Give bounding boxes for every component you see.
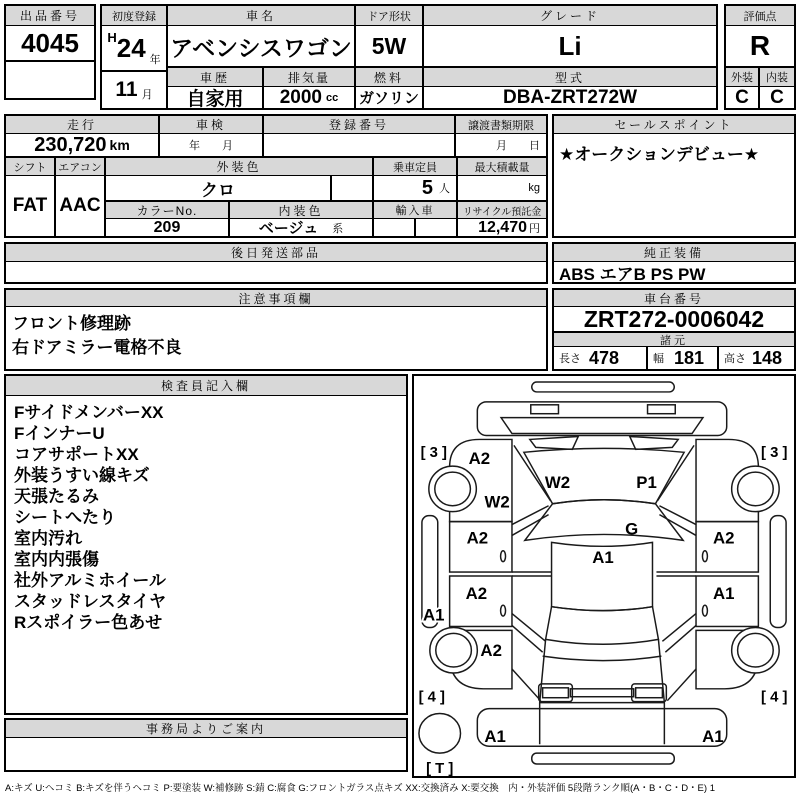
door-header: ドア形状 xyxy=(356,6,424,26)
wheel-rear-left xyxy=(430,627,478,673)
mark-door-front-right: A2 xyxy=(712,528,735,548)
spec-length-label: 長さ xyxy=(559,353,581,365)
sill-right xyxy=(770,516,786,628)
color-no-header: カラーNo. xyxy=(106,202,230,219)
equipment-value: ABS エアB PS PW xyxy=(559,264,706,282)
shift-value: FAT xyxy=(6,176,56,236)
displacement-value: 2000 cc xyxy=(264,87,356,108)
deadline-value: 月 日 xyxy=(456,134,546,158)
door-handle-fl xyxy=(501,551,506,562)
interior-header: 内装 xyxy=(760,68,794,87)
mark-tire-front-right: [ 3 ] xyxy=(761,445,788,462)
inspector-lines xyxy=(14,402,166,633)
inspector-line: スタッドレスタイヤ xyxy=(14,592,167,611)
rear-bumper xyxy=(477,709,726,747)
max-load-unit: kg xyxy=(528,182,540,194)
a-pillar-lines xyxy=(512,506,696,539)
displacement-unit: cc xyxy=(326,91,339,104)
specs-header: 諸元 xyxy=(554,333,794,347)
sales-point-value: ★オークションデビュー★ xyxy=(559,145,760,164)
inspector-line: 社外アルミホイール xyxy=(14,571,166,590)
spare-tire xyxy=(419,714,461,754)
door-value: 5W xyxy=(356,26,424,68)
reg-no-value xyxy=(264,134,456,158)
headlight-left xyxy=(531,405,559,414)
inspector-line: 室内汚れ xyxy=(14,529,82,548)
mark-hood-left: W2 xyxy=(544,472,571,492)
spec-width-label: 幅 xyxy=(653,353,664,365)
details-box xyxy=(4,114,548,238)
recycle-header: リサイクル預託金 xyxy=(458,202,546,219)
lot-number-value: 4045 xyxy=(6,26,94,62)
recycle-unit: 円 xyxy=(529,222,540,235)
reg-no-header: 登録番号 xyxy=(264,116,456,134)
front-clip xyxy=(477,402,726,436)
notes-lines xyxy=(12,312,182,360)
inspector-line: 天張たるみ xyxy=(14,487,99,506)
era-letter: H xyxy=(107,30,117,45)
grade-header: グレード xyxy=(424,6,716,26)
car-name-value: アベンシスワゴン xyxy=(168,26,356,68)
sales-point-header: セールスポイント xyxy=(554,116,794,134)
fuel-value: ガソリン xyxy=(356,87,424,108)
first-reg-year xyxy=(102,26,168,72)
parts-header: 後日発送部品 xyxy=(6,244,546,262)
recycle-value: 12,470 円 xyxy=(478,219,540,236)
parts-value xyxy=(6,262,546,282)
model-value: DBA-ZRT272W xyxy=(502,87,638,108)
mileage-unit: km xyxy=(109,137,130,153)
aircon-value: AAC xyxy=(56,176,106,236)
mark-tire-rear-right: [ 4 ] xyxy=(761,689,788,706)
shaken-header: 車検 xyxy=(160,116,264,134)
headlight-right xyxy=(648,405,676,414)
office-box xyxy=(4,718,408,772)
ext-color-value: クロ xyxy=(106,176,332,202)
mark-quarter-rear-left: A2 xyxy=(480,641,502,661)
score-box xyxy=(724,4,796,110)
tailgate-crease xyxy=(543,656,662,660)
int-color-value: ベージュ 系 xyxy=(230,219,374,236)
a-pillar-outer-lines xyxy=(514,445,694,500)
wiper-right xyxy=(630,436,678,449)
note-line: 右ドアミラー電格不良 xyxy=(12,338,182,357)
damage-diagram-box xyxy=(412,374,796,778)
history-header: 車歴 xyxy=(168,68,264,87)
plate-lamp-left xyxy=(539,684,573,702)
interior-grade: C xyxy=(770,87,784,108)
year-unit: 年 xyxy=(149,54,161,66)
import-cell-2 xyxy=(416,219,458,236)
sales-point-box xyxy=(552,114,796,238)
inspector-header: 検査員記入欄 xyxy=(6,376,406,396)
mark-bumper-rear-right: A1 xyxy=(702,727,724,747)
notes-box xyxy=(4,288,548,371)
displacement-header: 排気量 xyxy=(264,68,356,87)
month-unit: 月 xyxy=(141,89,153,101)
mark-door-rear-left: A2 xyxy=(465,583,488,603)
office-value xyxy=(6,738,406,770)
plate-lamp-right xyxy=(632,684,667,702)
notes-header: 注意事項欄 xyxy=(6,290,546,307)
mark-hood-right: P1 xyxy=(636,472,657,492)
wheel-front-right xyxy=(732,466,780,512)
mark-bumper-rear-left: A1 xyxy=(484,727,506,747)
car-diagram xyxy=(414,376,794,776)
wiper-left xyxy=(530,436,578,449)
door-handle-rr xyxy=(702,605,707,616)
shaken-value: 年 月 xyxy=(160,134,264,158)
color-no-value: 209 xyxy=(106,219,230,236)
first-reg-month xyxy=(102,72,168,108)
plate-lamp-right-inner xyxy=(636,688,663,698)
wheel-rear-right xyxy=(732,627,780,673)
license-bar xyxy=(570,689,633,697)
mileage-header: 走行 xyxy=(6,116,160,134)
aircon-header: エアコン xyxy=(56,158,106,176)
reg-year: 24 xyxy=(116,32,146,63)
mark-fender-front-left: A2 xyxy=(468,449,491,469)
inspector-line: シートへたり xyxy=(14,508,116,527)
inspector-line: FサイドメンバーXX xyxy=(14,403,164,422)
fuel-header: 燃料 xyxy=(356,68,424,87)
parts-box xyxy=(4,242,548,284)
abbreviation-legend: A:キズ U:ヘコミ B:キズを伴うヘコミ P:要塗装 W:補修跡 S:錆 C:腐食 G:フロントガラス点キズ XX:交換済み X:要交換 内・外装評価 5段階ランク順(A・B・C・D・E) 1 xyxy=(5,783,715,794)
equipment-box xyxy=(552,242,796,284)
mark-roof: A1 xyxy=(592,548,614,568)
inspector-line: 室内内張傷 xyxy=(14,550,99,569)
equipment-header: 純正装備 xyxy=(554,244,794,262)
exterior-header: 外装 xyxy=(726,68,760,87)
mileage-value: 230,720 km xyxy=(6,134,160,158)
car-name-header: 車名 xyxy=(168,6,356,26)
lot-number-empty xyxy=(6,62,94,98)
door-handle-fr xyxy=(702,551,707,562)
grille xyxy=(501,418,703,434)
capacity-header: 乗車定員 xyxy=(374,158,458,176)
rocker-lines xyxy=(512,572,696,576)
shift-header: シフト xyxy=(6,158,56,176)
plate-lamp-left-inner xyxy=(543,688,569,698)
lot-number-box xyxy=(4,4,96,100)
rear-window xyxy=(546,607,659,645)
office-header: 事務局よりご案内 xyxy=(6,720,406,738)
mark-windshield: G xyxy=(625,519,639,539)
spec-height-label: 高さ xyxy=(724,353,746,365)
import-header: 輸入車 xyxy=(374,202,458,219)
history-value: 自家用 xyxy=(168,87,264,108)
spec-width: 幅 181 xyxy=(648,347,719,369)
mark-tire-front-left: [ 3 ] xyxy=(420,445,447,462)
vehicle-info-box xyxy=(100,4,718,110)
deadline-header: 譲渡書類期限 xyxy=(456,116,546,134)
chassis-value: ZRT272-0006042 xyxy=(554,307,794,333)
c-pillar-lines xyxy=(512,614,696,701)
mark-fender-front-left-lower: W2 xyxy=(484,492,510,512)
mark-sill-left: A1 xyxy=(423,605,445,625)
spec-length: 長さ 478 xyxy=(554,347,648,369)
mark-door-front-left: A2 xyxy=(466,528,489,548)
capacity-value: 5 人 xyxy=(374,176,458,202)
front-bumper-strip xyxy=(532,382,674,392)
ext-color-extra xyxy=(332,176,374,202)
tailgate xyxy=(540,639,665,744)
mark-tire-rear-left: [ 4 ] xyxy=(418,689,445,706)
exterior-grade: C xyxy=(726,87,760,108)
inspector-box xyxy=(4,374,408,715)
capacity-unit: 人 xyxy=(439,183,450,195)
grade-value: Li xyxy=(424,26,716,68)
lot-number-header: 出品番号 xyxy=(6,6,94,26)
note-line: フロント修理跡 xyxy=(12,314,131,333)
int-color-suffix: 系 xyxy=(332,222,344,235)
max-load-header: 最大積載量 xyxy=(458,158,546,176)
max-load-value xyxy=(458,176,546,202)
wheel-front-left xyxy=(429,466,477,512)
score-value: R xyxy=(726,26,794,68)
ext-color-header: 外装色 xyxy=(106,158,374,176)
import-cell-1 xyxy=(374,219,416,236)
inspector-line: Rスポイラー色あせ xyxy=(14,613,163,632)
chassis-box xyxy=(552,288,796,371)
model-header: 型式 xyxy=(424,68,716,87)
inspector-line: コアサポートXX xyxy=(14,445,139,464)
first-reg-header: 初度登録 xyxy=(102,6,168,26)
spec-height: 高さ 148 xyxy=(724,347,783,368)
inspector-line: 外装うすい線キズ xyxy=(14,466,150,485)
mark-spare-tire: [ T ] xyxy=(426,760,454,776)
mark-door-rear-right: A1 xyxy=(712,583,735,603)
reg-month: 11 xyxy=(115,78,138,101)
chassis-header: 車台番号 xyxy=(554,290,794,307)
int-color-header: 内装色 xyxy=(230,202,374,219)
rear-bumper-strip xyxy=(532,753,674,764)
score-header: 評価点 xyxy=(726,6,794,26)
door-handle-rl xyxy=(501,605,506,616)
inspector-line: FインナーU xyxy=(14,424,105,443)
